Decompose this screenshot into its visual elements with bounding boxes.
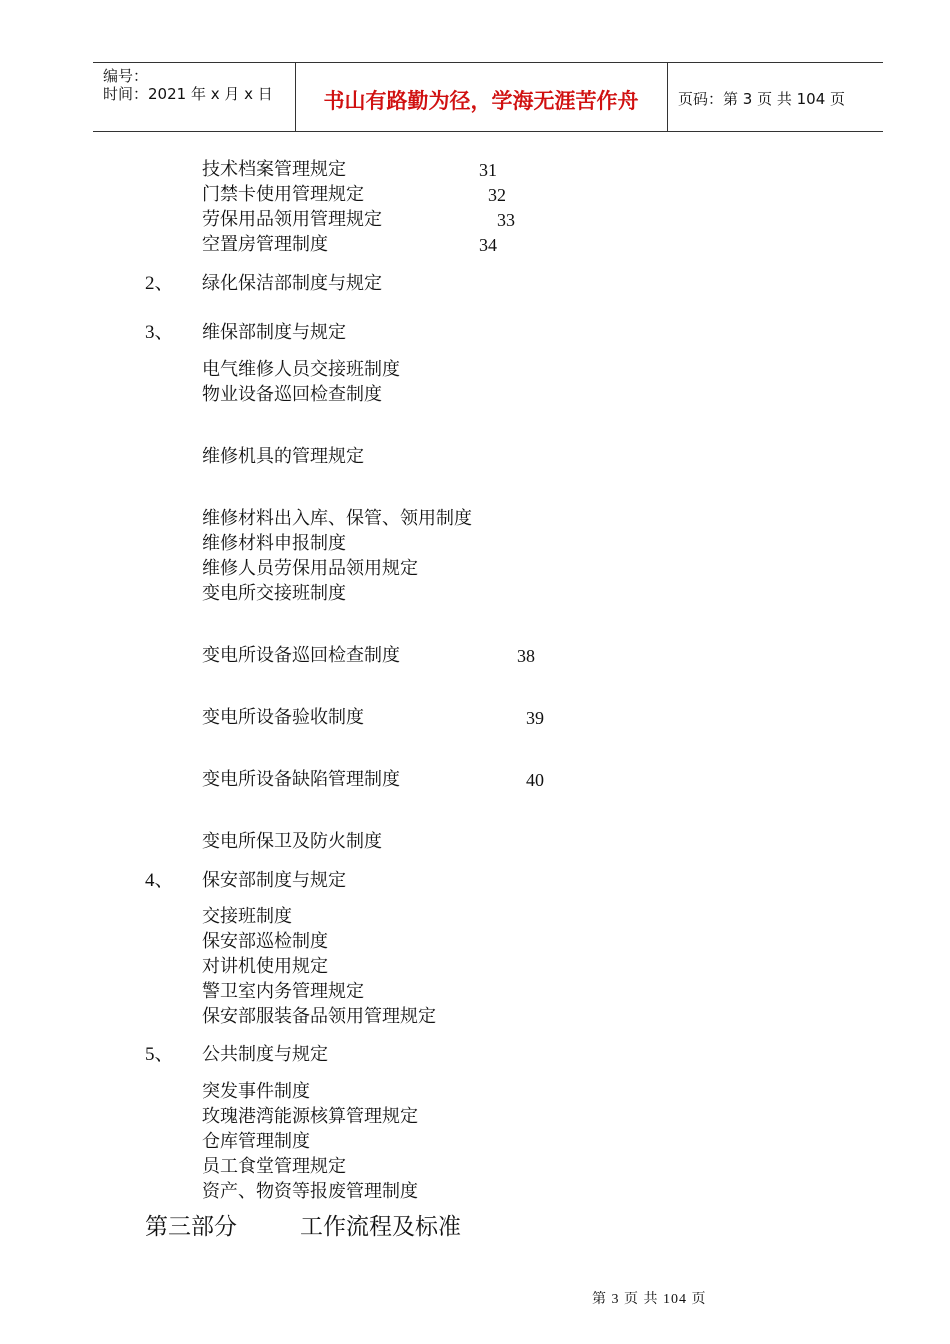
toc-item: 变电所保卫及防火制度 bbox=[202, 831, 382, 852]
section-number: 2、 bbox=[145, 273, 174, 294]
toc-page-number: 39 bbox=[526, 708, 544, 728]
toc-item: 变电所设备验收制度 bbox=[202, 707, 364, 728]
page-header bbox=[93, 62, 883, 132]
page-footer: 第 3 页 共 104 页 bbox=[592, 1292, 707, 1307]
toc-item: 门禁卡使用管理规定 bbox=[202, 184, 364, 205]
toc-item: 员工食堂管理规定 bbox=[202, 1156, 346, 1177]
toc-page-number: 32 bbox=[488, 185, 506, 205]
time-label: 时间：2021 年 x 月 x 日 bbox=[103, 85, 273, 103]
toc-item: 资产、物资等报废管理制度 bbox=[202, 1181, 418, 1202]
toc-page-number: 40 bbox=[526, 770, 544, 790]
page-info: 页码：第 3 页 共 104 页 bbox=[678, 90, 846, 108]
serial-label: 编号： bbox=[103, 67, 149, 85]
part-label: 第三部分 bbox=[145, 1214, 237, 1240]
toc-item: 突发事件制度 bbox=[202, 1081, 310, 1102]
section-number: 4、 bbox=[145, 870, 174, 891]
toc-item: 变电所交接班制度 bbox=[202, 583, 346, 604]
toc-item: 保安部服装备品领用管理规定 bbox=[202, 1006, 436, 1027]
toc-page-number: 33 bbox=[497, 210, 515, 230]
toc-item: 玫瑰港湾能源核算管理规定 bbox=[202, 1106, 418, 1127]
header-middle-cell bbox=[295, 63, 668, 131]
toc-item: 技术档案管理规定 bbox=[202, 159, 346, 180]
section-title: 公共制度与规定 bbox=[202, 1044, 328, 1065]
toc-item: 劳保用品领用管理规定 bbox=[202, 209, 382, 230]
toc-item: 维修材料申报制度 bbox=[202, 533, 346, 554]
toc-item: 维修机具的管理规定 bbox=[202, 446, 364, 467]
toc-item: 交接班制度 bbox=[202, 906, 292, 927]
toc-item: 空置房管理制度 bbox=[202, 234, 328, 255]
header-right-cell bbox=[668, 63, 883, 131]
section-number: 5、 bbox=[145, 1044, 174, 1065]
toc-item: 变电所设备巡回检查制度 bbox=[202, 645, 400, 666]
toc-item: 物业设备巡回检查制度 bbox=[202, 384, 382, 405]
motto: 书山有路勤为径，学海无涯苦作舟 bbox=[323, 89, 639, 113]
toc-page-number: 34 bbox=[479, 235, 497, 255]
toc-page-number: 38 bbox=[517, 646, 535, 666]
section-title: 保安部制度与规定 bbox=[202, 870, 346, 891]
section-title: 维保部制度与规定 bbox=[202, 322, 346, 343]
toc-item: 维修人员劳保用品领用规定 bbox=[202, 558, 418, 579]
toc-item: 维修材料出入库、保管、领用制度 bbox=[202, 508, 472, 529]
section-title: 绿化保洁部制度与规定 bbox=[202, 273, 382, 294]
toc-item: 警卫室内务管理规定 bbox=[202, 981, 364, 1002]
part-title: 工作流程及标准 bbox=[300, 1214, 461, 1240]
toc-page-number: 31 bbox=[479, 160, 497, 180]
toc-item: 保安部巡检制度 bbox=[202, 931, 328, 952]
toc-item: 对讲机使用规定 bbox=[202, 956, 328, 977]
toc-item: 仓库管理制度 bbox=[202, 1131, 310, 1152]
section-number: 3、 bbox=[145, 322, 174, 343]
toc-item: 电气维修人员交接班制度 bbox=[202, 359, 400, 380]
toc-item: 变电所设备缺陷管理制度 bbox=[202, 769, 400, 790]
header-left-cell bbox=[93, 63, 296, 131]
